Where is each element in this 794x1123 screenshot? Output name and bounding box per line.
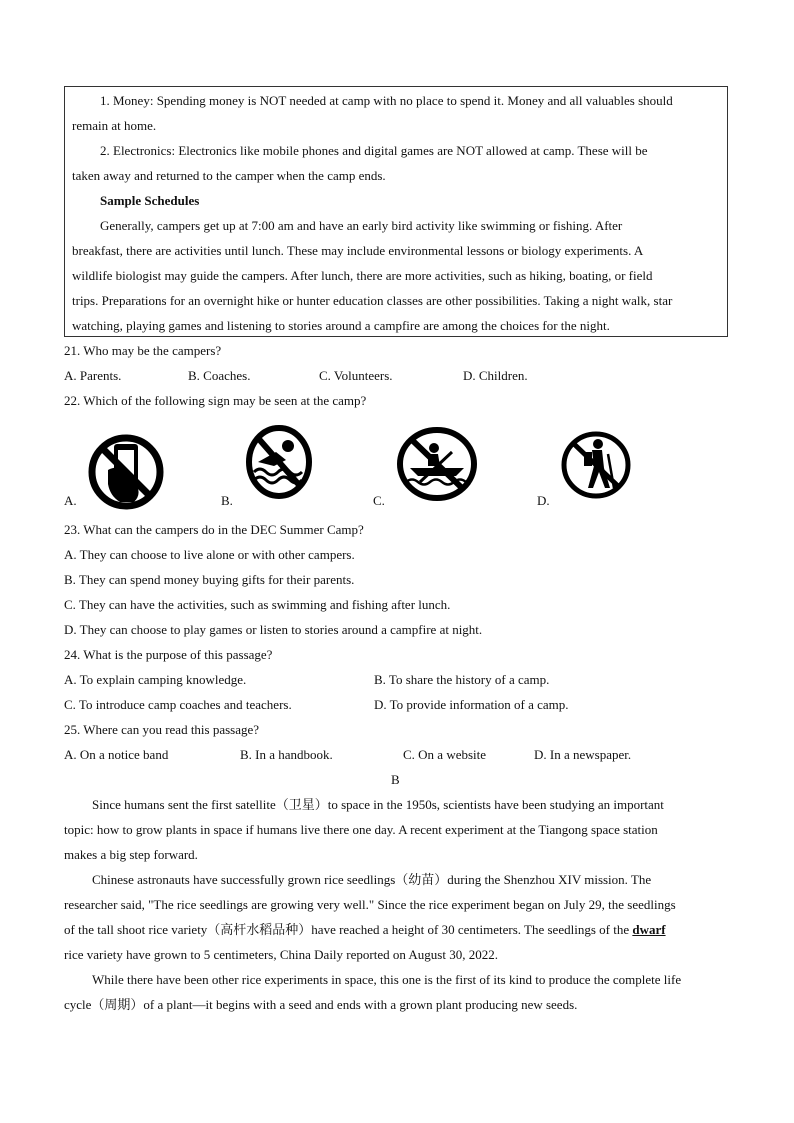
no-phone-sign-icon (86, 432, 166, 512)
schedule-line1: Generally, campers get up at 7:00 am and have an early bird activity like swimming or fishing. After (100, 218, 623, 233)
q24-option-c: C. To introduce camp coaches and teachers. (64, 697, 292, 712)
underlined-word-dwarf: dwarf (632, 922, 666, 937)
schedule-line4: trips. Preparations for an overnight hike or hunter education classes are other possibilities. Taking a night walk, star (72, 293, 673, 308)
passage-b-p2-line4: rice variety have grown to 5 centimeters, China Daily reported on August 30, 2022. (64, 947, 498, 962)
question-24: 24. What is the purpose of this passage? (64, 647, 273, 662)
no-swimming-sign-icon (244, 424, 314, 500)
q22-option-b: B. (221, 493, 233, 508)
rule1-line1: 1. Money: Spending money is NOT needed at camp with no place to spend it. Money and all valuables should (100, 93, 673, 108)
no-hiking-sign-icon (560, 430, 632, 500)
q23-option-a: A. They can choose to live alone or with other campers. (64, 547, 355, 562)
q21-option-d: D. Children. (463, 368, 528, 383)
question-25: 25. Where can you read this passage? (64, 722, 260, 737)
rule2-line2: taken away and returned to the camper when the camp ends. (72, 168, 386, 183)
question-23: 23. What can the campers do in the DEC Summer Camp? (64, 522, 364, 537)
passage-b-p2-line3 (64, 922, 666, 938)
schedule-line2: breakfast, there are activities until lunch. These may include environmental lessons or biology experiments. A (72, 243, 644, 258)
schedule-title: Sample Schedules (100, 193, 200, 208)
q23-option-c: C. They can have the activities, such as swimming and fishing after lunch. (64, 597, 451, 612)
schedule-line5: watching, playing games and listening to stories around a campfire are among the choices for the night. (72, 318, 610, 333)
q25-option-a: A. On a notice band (64, 747, 169, 762)
section-b-label: B (391, 772, 400, 787)
passage-b-p1-line1: Since humans sent the first satellite（卫星）to space in the 1950s, scientists have been studying an important (92, 797, 664, 812)
q21-option-b: B. Coaches. (188, 368, 251, 383)
q22-option-a: A. (64, 493, 77, 508)
q25-option-d: D. In a newspaper. (534, 747, 632, 762)
schedule-line3: wildlife biologist may guide the campers. After lunch, there are more activities, such as hiking, boating, or field (72, 268, 653, 283)
question-21: 21. Who may be the campers? (64, 343, 222, 358)
q25-option-b: B. In a handbook. (240, 747, 333, 762)
rule2-line1: 2. Electronics: Electronics like mobile phones and digital games are NOT allowed at camp. These will be (100, 143, 648, 158)
passage-b-p1-line3: makes a big step forward. (64, 847, 198, 862)
q23-option-d: D. They can choose to play games or listen to stories around a campfire at night. (64, 622, 483, 637)
q21-option-c: C. Volunteers. (319, 368, 393, 383)
q24-option-d: D. To provide information of a camp. (374, 697, 569, 712)
question-22: 22. Which of the following sign may be seen at the camp? (64, 393, 367, 408)
passage-b-p2-line2: researcher said, "The rice seedlings are growing very well." Since the rice experiment began on July 29, the seedlings (64, 897, 676, 912)
q24-option-b: B. To share the history of a camp. (374, 672, 550, 687)
passage-b-p2-line1: Chinese astronauts have successfully grown rice seedlings（幼苗）during the Shenzhou XIV mission. The (92, 872, 652, 887)
passage-b-p1-line2: topic: how to grow plants in space if humans live there one day. A recent experiment at the Tiangong space station (64, 822, 658, 837)
passage-b-p3-line1: While there have been other rice experiments in space, this one is the first of its kind to produce the complete life (92, 972, 682, 987)
rule1-line2: remain at home. (72, 118, 157, 133)
passage-b-p2-line3-text: of the tall shoot rice variety（高杆水稻品种）have reached a height of 30 centimeters. The seedlings of the (64, 922, 633, 937)
q25-option-c: C. On a website (403, 747, 487, 762)
q23-option-b: B. They can spend money buying gifts for their parents. (64, 572, 355, 587)
q21-option-a: A. Parents. (64, 368, 122, 383)
no-boating-sign-icon (396, 426, 478, 502)
q24-option-a: A. To explain camping knowledge. (64, 672, 247, 687)
q22-option-d: D. (537, 493, 550, 508)
passage-b-p3-line2: cycle（周期）of a plant—it begins with a seed and ends with a grown plant producing new seeds. (64, 997, 578, 1012)
q22-option-c: C. (373, 493, 385, 508)
